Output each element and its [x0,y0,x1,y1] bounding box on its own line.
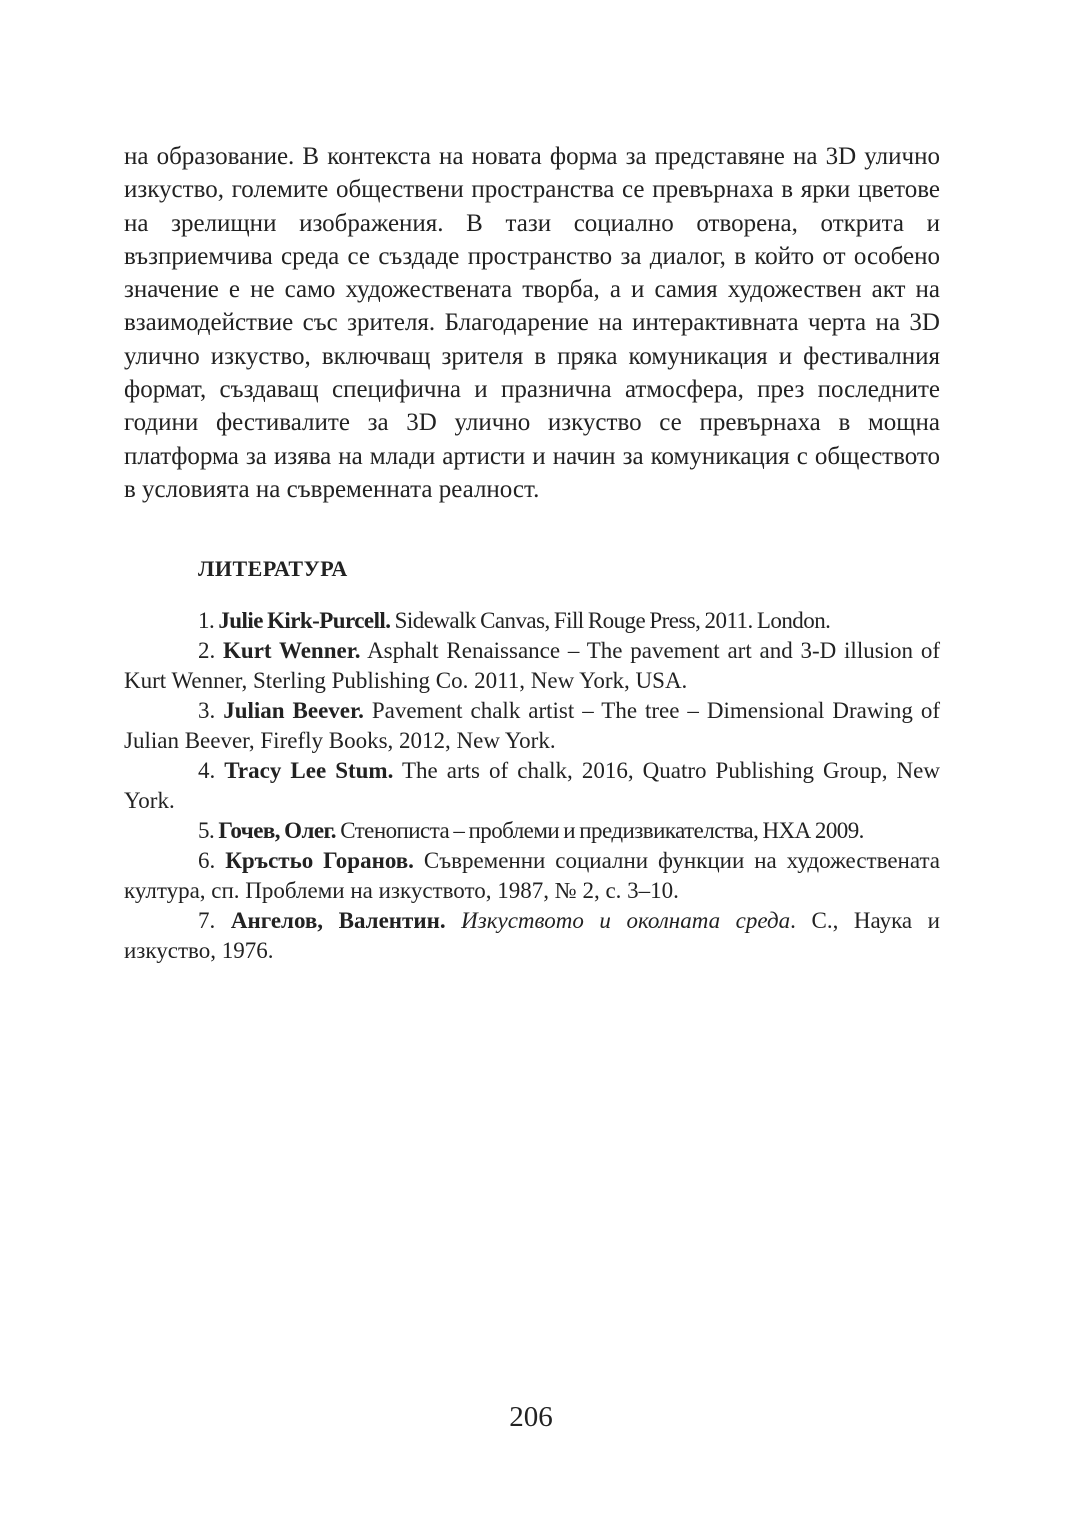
reference-item-1 [124,606,940,636]
reference-number: 7. [198,908,216,934]
reference-text: . С., Наука и изкуство, 1976. [124,908,940,964]
body-paragraph: на образование. В контекста на новата форма за представяне на 3D улично изкуство, големите обществени пространства се превърнаха в ярки цветове на зрелищни изображения. В тази социално отворена, открита и възприемчива среда се създаде пространство за диалог, в който от особено значение е не само художествената творба, а и самия художествен акт на взаимодействие със зрителя. Благодарение на интерактивната черта на 3D улично изкуство, включващ зрителя в пряка комуникация и фестивалния формат, създаващ специфична и празнична атмосфера, през последните години фестивалите за 3D улично изкуство се превърнаха в мощна платформа за изява на млади артисти и начин за комуникация с обществото в условията на съвременната реалност. [124,143,940,503]
references-list [124,606,940,966]
reference-number: 3. [198,698,216,724]
reference-author: Кръстьо Горанов. [225,848,414,874]
reference-author: Tracy Lee Stum. [224,758,394,784]
page-number: 206 [509,1401,553,1433]
reference-text: Asphalt Renaissance – The pavement art and 3-D illusion of Kurt Wenner, Sterling Publishing Co. 2011, New York, USA. [124,638,940,694]
reference-number: 6. [198,848,216,874]
reference-item-2 [124,636,940,696]
reference-number: 2. [198,638,216,664]
reference-number: 1. [198,608,215,634]
page-content [124,140,940,966]
reference-item-3 [124,696,940,756]
reference-number: 5. [198,818,215,844]
reference-author: Kurt Wenner. [223,638,361,664]
reference-text: Стенописта – проблеми и предизвикателства, НХА 2009. [340,818,864,844]
reference-item-7 [124,906,940,966]
reference-item-5 [124,816,940,846]
reference-text: Съвременни социални функции на художествената култура, сп. Проблеми на изкуството, 1987, № 2, с. 3–10. [124,848,940,904]
reference-item-6 [124,846,940,906]
reference-number: 4. [198,758,216,784]
reference-author: Гочев, Олег. [218,818,336,844]
reference-text: Pavement chalk artist – The tree – Dimensional Drawing of Julian Beever, Firefly Books, 2012, New York. [124,698,941,754]
references-heading: ЛИТЕРАТУРА [198,556,348,582]
reference-author: Ангелов, Валентин. [230,908,446,934]
reference-text: Sidewalk Canvas, Fill Rouge Press, 2011. London. [394,608,831,634]
reference-italic-title: Изкуството и околната среда [461,908,791,934]
reference-text: The arts of chalk, 2016, Quatro Publishing Group, New York. [124,758,940,814]
reference-author: Julian Beever. [223,698,364,724]
reference-item-4 [124,756,940,816]
reference-author: Julie Kirk-Purcell. [218,608,391,634]
